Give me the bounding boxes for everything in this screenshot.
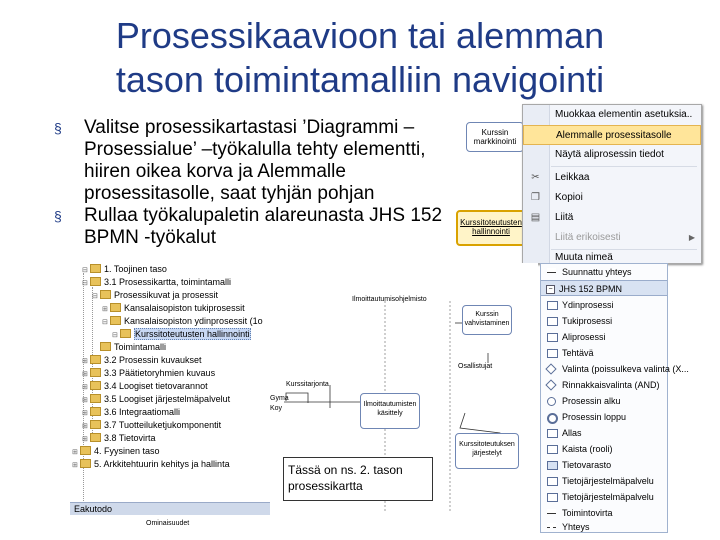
palette-item[interactable]: Kaista (rooli) [541,441,667,457]
menu-item-label: Muokkaa elementin asetuksia.. [555,109,693,120]
system-service-icon [547,493,558,502]
expand-icon[interactable]: ⊞ [82,397,88,404]
folder-icon [110,316,121,325]
pool-icon [547,429,558,438]
context-menu [522,104,702,264]
subprocess-shape-kurssitoteutuksen-jarjestelyt[interactable]: Kurssitoteutuksen järjestelyt [455,433,519,469]
system-service-icon [547,477,558,486]
palette-item[interactable]: Tietovarasto [541,457,667,473]
expand-icon[interactable]: ⊞ [72,449,78,456]
data-store-icon [547,461,558,470]
palette-item[interactable]: Valinta (poissulkeva valinta (X... [541,361,667,377]
lane-icon [547,445,558,454]
folder-icon [90,381,101,390]
palette-item[interactable]: Tietojärjestelmäpalvelu [541,473,667,489]
core-process-icon [547,301,558,310]
title-line-2: tason toimintamalliin navigointi [115,59,605,100]
palette-item[interactable]: Tehtävä [541,345,667,361]
shape-label-line: hallinnointi [472,227,510,236]
folder-icon [90,368,101,377]
palette-item[interactable]: Suunnattu yhteys [541,264,667,280]
tree-item[interactable]: ⊞ 3.5 Loogiset järjestelmäpalvelut [82,393,230,406]
folder-icon [110,303,121,312]
folder-icon [80,446,91,455]
palette-item[interactable]: Allas [541,425,667,441]
bullet-item-1 [54,117,454,205]
palette-item[interactable]: Prosessin alku [541,393,667,409]
tree-item[interactable]: ⊟ 1. Toojinen taso [82,263,167,276]
folder-icon [100,290,111,299]
diagram-label-left-a: Gyma [270,395,289,402]
expand-icon[interactable]: ⊞ [82,371,88,378]
sequence-flow-icon [547,509,556,514]
copy-icon: ❐ [531,192,540,203]
bullet-mark-icon: § [54,120,62,136]
tree-item[interactable]: ⊞ 3.3 Päätietoryhmien kuvaus [82,367,215,380]
properties-panel-label: Ominaisuudet [146,520,190,527]
tree-item[interactable]: ⊞ 5. Arkkitehtuurin kehitys ja hallinta [72,458,230,471]
folder-icon [90,433,101,442]
menu-item-label: Leikkaa [555,172,590,183]
tree-item[interactable]: ⊞ 4. Fyysinen taso [72,445,160,458]
expand-icon[interactable]: ⊞ [82,410,88,417]
folder-icon [90,277,101,286]
menu-item-label: Liitä [555,212,574,223]
palette-item[interactable]: Toimintovirta [541,505,667,521]
shape-label-line: Kurssitoteutusten [460,218,522,227]
menu-separator [551,166,697,167]
title-line-1: Prosessikaavioon tai alemman [115,15,605,56]
collapse-icon[interactable]: ⊟ [92,293,98,300]
folder-icon [90,264,101,273]
folder-icon [90,355,101,364]
collapse-icon[interactable]: ⊟ [82,280,88,287]
expand-icon[interactable]: ⊞ [82,358,88,365]
association-icon [547,523,556,528]
menu-item-copy[interactable] [523,188,701,208]
slide-title [0,14,720,102]
menu-item-cut[interactable] [523,168,701,188]
diagram-shape-kurssitoteutusten-hallinnointi[interactable] [456,210,526,246]
submenu-arrow-icon: ▶ [688,233,695,242]
bullet-mark-icon: § [54,208,62,224]
palette-item[interactable]: Rinnakkaisvalinta (AND) [541,377,667,393]
diagram-label-osallistujat: Osallistujat [458,363,493,370]
annotation-note: Tässä on ns. 2. tason prosessikartta [283,457,433,501]
folder-icon [90,407,101,416]
tree-item[interactable]: ⊟ Kansalaisopiston ydinprosessit (1o [102,315,263,328]
menu-item-label: Muuta nimeä [555,252,613,263]
diagram-label-top: Ilmoittautumisohjelmisto [352,296,427,303]
tree-item[interactable]: ⊞ 3.6 Integraatiomalli [82,406,180,419]
start-event-icon [547,397,556,406]
menu-item-label: Kopioi [555,192,583,203]
bullet-text: Valitse prosessikartastasi ’Diagrammi – Prosessialue’ –työkalulla tehty elementti, hiiren oikea korva ja Alemmalle prosessitasolle, saat tyhjän pohjan [84,117,426,204]
tree-item[interactable]: ⊞ 3.8 Tietovirta [82,432,156,445]
expand-icon[interactable]: ⊞ [102,306,108,313]
subprocess-icon [547,333,558,342]
shape-label-line: markkinointi [473,137,517,146]
folder-icon [80,459,91,468]
expand-icon[interactable]: ⊞ [82,384,88,391]
palette-item[interactable]: Prosessin loppu [541,409,667,425]
menu-item-label: Liitä erikoisesti [555,232,621,243]
bullet-item-2 [54,205,454,249]
task-icon [547,349,558,358]
end-event-icon [547,413,558,424]
folder-icon [120,329,131,338]
folder-icon [90,420,101,429]
tree-item[interactable]: ⊟ Prosessikuvat ja prosessit [92,289,218,302]
collapse-icon[interactable]: − [546,285,555,294]
tree-item[interactable]: ⊟ 3.1 Prosessikartta, toimintamalli [82,276,231,289]
folder-icon [90,394,101,403]
model-tree [70,263,270,515]
palette-item[interactable]: Tukiprosessi [541,313,667,329]
palette-item[interactable]: Aliprosessi [541,329,667,345]
paste-icon: ▤ [530,212,541,223]
palette-item[interactable]: Tietojärjestelmäpalvelu [541,489,667,505]
folder-icon [100,342,111,351]
collapse-icon[interactable]: ⊟ [82,267,88,274]
diagram-shape-kurssin-markkinointi[interactable] [466,122,524,152]
tree-item[interactable]: ⊞ Kansalaisopiston tukiprosessit [102,302,245,315]
shape-label-line: Kurssin [481,128,509,137]
palette-item[interactable]: Yhteys [541,519,667,535]
tree-panel-tab[interactable]: Eakutodo [70,502,270,515]
bullet-text: Rullaa työkalupaletin alareunasta JHS 152 BPMN -työkalut [84,205,443,248]
connector-icon [547,268,556,273]
scissors-icon: ✂ [531,172,540,183]
subprocess-shape-ilmoittautumisten-kasittely[interactable]: Ilmoittautumisten käsittely [360,393,420,429]
menu-item-label: Alemmalle prosessitasolle [556,130,672,141]
collapse-icon[interactable]: ⊟ [102,319,108,326]
menu-item-paste-special[interactable] [523,228,701,248]
diagram-label-left-b: Koy [270,405,283,412]
expand-icon[interactable]: ⊞ [72,462,78,469]
collapse-icon[interactable]: ⊟ [112,332,118,339]
menu-item-edit-properties[interactable] [523,105,701,125]
exclusive-gateway-icon [545,363,556,374]
bullet-list [54,117,454,249]
menu-item-lower-process-level[interactable] [523,125,701,145]
palette-section-header[interactable]: − JHS 152 BPMN [541,280,667,296]
tool-palette [540,263,689,533]
expand-icon[interactable]: ⊞ [82,423,88,430]
parallel-gateway-icon [545,379,556,390]
palette-item[interactable]: Ydinprosessi [541,297,667,313]
menu-item-paste[interactable] [523,208,701,228]
diagram-label-kurssitarjonta: Kurssitarjonta [286,381,329,388]
properties-panel [70,516,270,532]
tree-item[interactable]: Toimintamalli [92,341,166,354]
menu-item-show-subprocess[interactable] [523,145,701,165]
menu-item-label: Näytä aliprosessin tiedot [555,149,664,160]
tree-item-selected[interactable]: ⊟ Kurssitoteutusten hallinnointi [112,328,251,341]
tree-item[interactable]: ⊞ 3.2 Prosessin kuvaukset [82,354,202,367]
expand-icon[interactable]: ⊞ [82,436,88,443]
tree-item[interactable]: ⊞ 3.4 Loogiset tietovarannot [82,380,208,393]
subprocess-shape-kurssin-vahvistaminen[interactable]: Kurssin vahvistaminen [462,305,512,335]
support-process-icon [547,317,558,326]
tree-item[interactable]: ⊞ 3.7 Tuotteiluketjukomponentit [82,419,221,432]
